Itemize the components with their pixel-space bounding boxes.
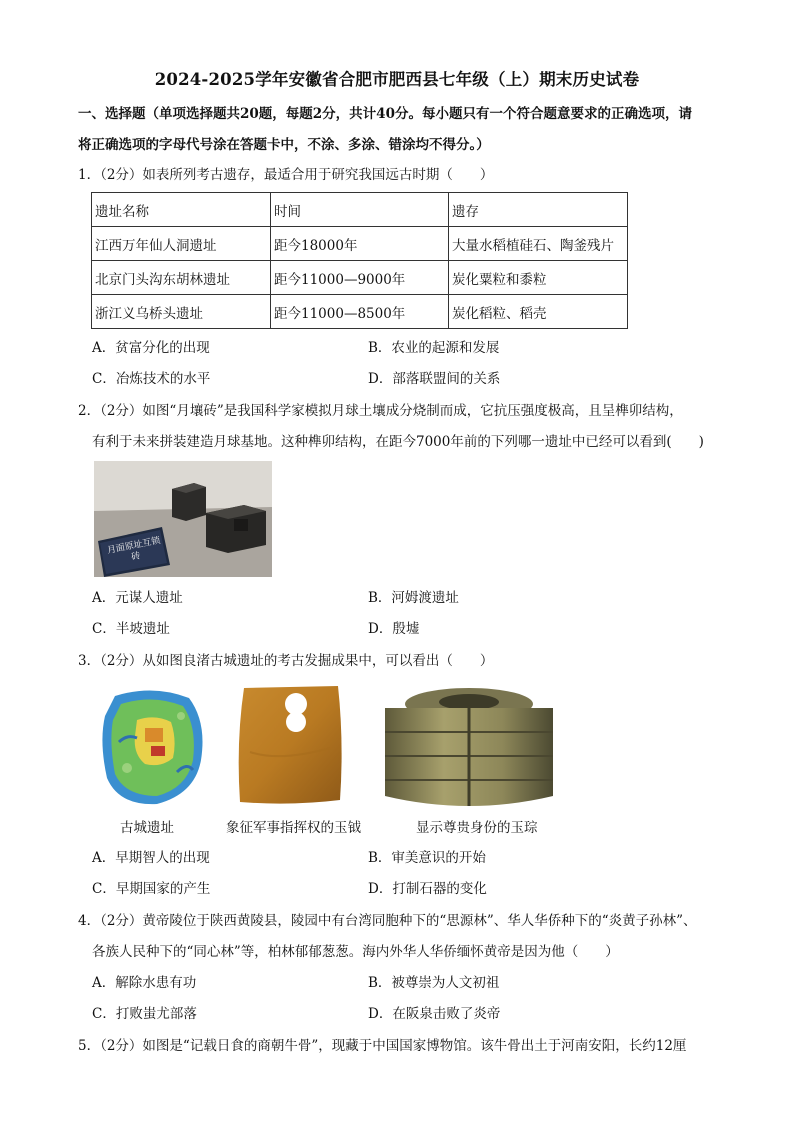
question-3-option-d: D．打制石器的变化 [368,881,487,897]
question-4-stem-line-2: 各族人民种下的“同心林”等，柏林郁郁葱葱。海内外华人华侨缅怀黄帝是因为他（ ） [92,944,619,960]
question-1-stem: 1．（2分）如表所列考古遗存，最适合用于研究我国远古时期（ ） [78,167,494,183]
table-cell: 距今18000年 [271,227,449,261]
ancient-city-map-image [97,682,209,810]
question-3-option-a: A．早期智人的出现 [92,850,210,866]
question-1-option-b: B．农业的起源和发展 [368,340,500,356]
moon-brick-photo [94,461,272,577]
jade-cong-image [377,684,560,812]
table-cell: 炭化稻粒、稻壳 [449,295,628,329]
question-3-option-c: C．早期国家的产生 [92,881,211,897]
question-4-option-b: B．被尊崇为人文初祖 [368,975,500,991]
table-row [92,227,628,261]
caption-jade-yue: 象征军事指挥权的玉钺 [226,820,361,836]
question-3-stem: 3．（2分）从如图良渚古城遗址的考古发掘成果中，可以看出（ ） [78,653,494,669]
table-cell: 北京门头沟东胡林遗址 [92,261,271,295]
jade-yue-axe-image [230,682,352,810]
table-header-cell: 遗存 [449,193,628,227]
caption-ancient-city: 古城遗址 [120,820,174,836]
section-instruction-line-1: 一、选择题（单项选择题共20题，每题2分，共计40分。每小题只有一个符合题意要求的正确选项，请 [78,106,692,122]
table-row [92,261,628,295]
question-2-option-c: C．半坡遗址 [92,621,170,637]
question-5-stem-line-1: 5．（2分）如图是“记载日食的商朝牛骨”，现藏于中国国家博物馆。该牛骨出土于河南安阳，长约12厘 [78,1038,687,1054]
question-1-option-d: D．部落联盟间的关系 [368,371,501,387]
section-instruction-line-2: 将正确选项的字母代号涂在答题卡中，不涂、多涂、错涂均不得分。） [78,137,490,153]
question-3-option-b: B．审美意识的开始 [368,850,486,866]
table-cell: 距今11000—9000年 [271,261,449,295]
question-1-option-c: C．冶炼技术的水平 [92,371,211,387]
question-4-option-d: D．在阪泉击败了炎帝 [368,1006,501,1022]
table-cell: 大量水稻植硅石、陶釜残片 [449,227,628,261]
question-1-option-a: A．贫富分化的出现 [92,340,210,356]
question-4-stem-line-1: 4．（2分）黄帝陵位于陕西黄陵县，陵园中有台湾同胞种下的“思源林”、华人华侨种下的“炎黄子孙林”、 [78,913,697,929]
question-4-option-a: A．解除水患有功 [92,975,197,991]
table-header-row [92,193,628,227]
question-2-stem-line-1: 2．（2分）如图“月壤砖”是我国科学家模拟月球土壤成分烧制而成，它抗压强度极高，且呈榫卯结构， [78,403,683,419]
table-cell: 炭化粟粒和黍粒 [449,261,628,295]
table-row [92,295,628,329]
moon-brick-sign-label: 月面原址互锁砖 [106,536,162,563]
caption-jade-cong: 显示尊贵身份的玉琮 [416,820,538,836]
question-2-option-d: D．殷墟 [368,621,420,637]
table-cell: 距今11000—8500年 [271,295,449,329]
table-header-cell: 遗址名称 [92,193,271,227]
table-cell: 浙江义乌桥头遗址 [92,295,271,329]
question-2-stem-line-2: 有利于未来拼装建造月球基地。这种榫卯结构，在距今7000年前的下列哪一遗址中已经可以看到( ) [92,434,704,450]
table-header-cell: 时间 [271,193,449,227]
page-title: 2024-2025学年安徽省合肥市肥西县七年级（上）期末历史试卷 [154,70,640,89]
question-2-option-a: A．元谋人遗址 [92,590,183,606]
question-4-option-c: C．打败蚩尤部落 [92,1006,197,1022]
question-2-option-b: B．河姆渡遗址 [368,590,459,606]
question-1-table [91,192,628,329]
table-cell: 江西万年仙人洞遗址 [92,227,271,261]
